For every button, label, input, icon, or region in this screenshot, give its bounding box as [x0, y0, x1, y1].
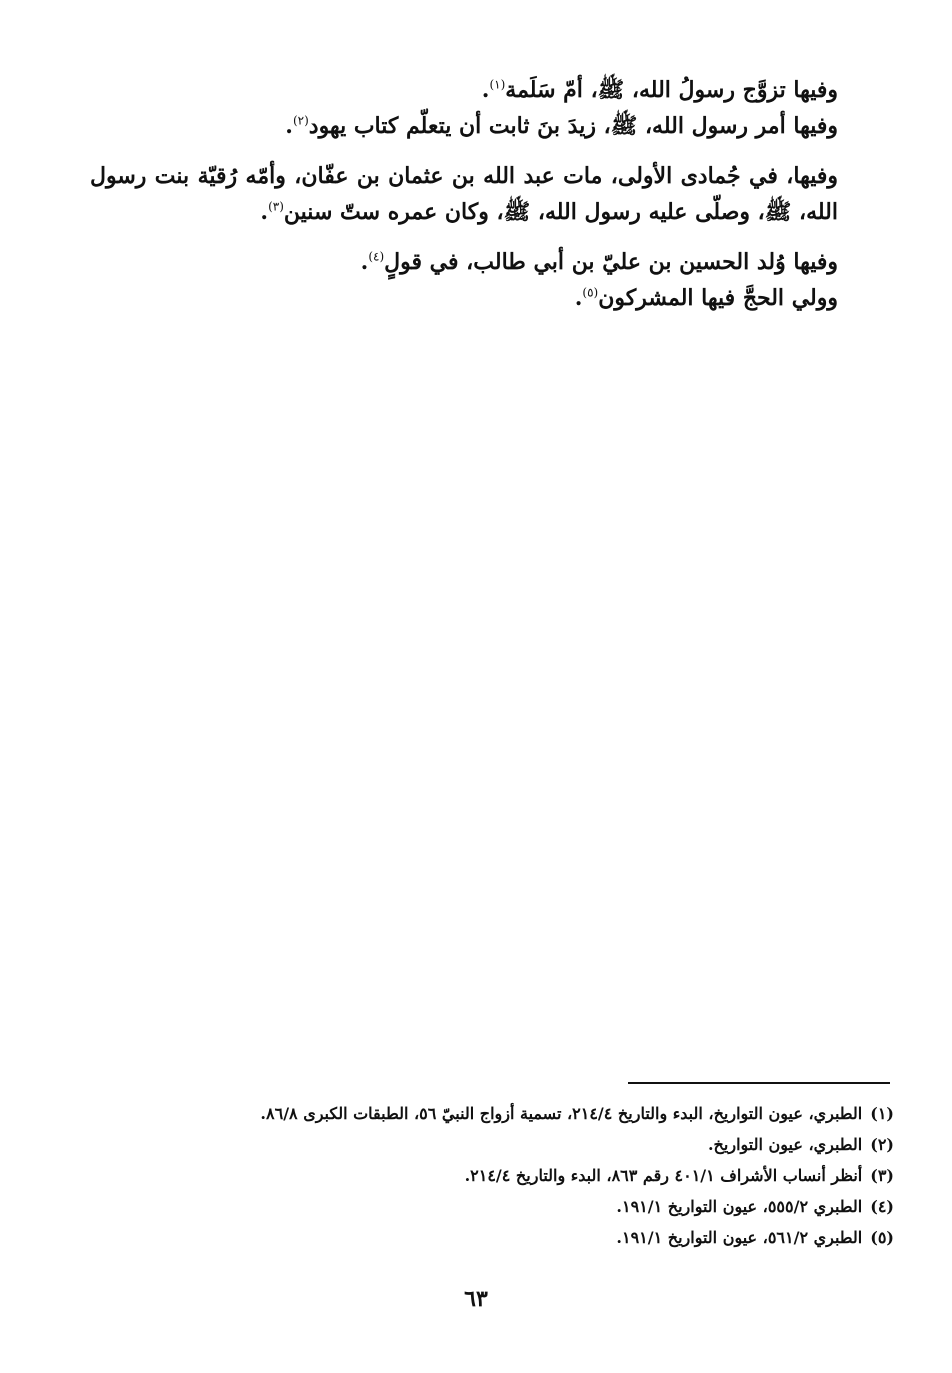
paragraph-marriage [90, 72, 890, 108]
footnote-ref: (٤) [368, 249, 385, 264]
footnote-text: الطبري ٥٥٥/٢، عيون التواريخ ١٩١/١. [616, 1197, 863, 1216]
paragraph-text: وفيها، في جُمادى الأولى، مات عبد الله بن عثمان بن عفّان، وأمّه رُقيّة بنت رسول الله، ﷺ، وصلّى عليه رسول الله، ﷺ، وكان عمره ستّ سنين [90, 163, 838, 225]
footnote-item [120, 1222, 894, 1253]
paragraph-husayn [90, 244, 890, 280]
footnote-text: أنظر أنساب الأشراف ٤٠١/١ رقم ٨٦٣، البدء والتاريخ ٢١٤/٤. [464, 1166, 863, 1185]
paragraph-abdullah [90, 158, 890, 230]
footnote-number: (٤) [870, 1197, 894, 1216]
page-number: ٦٣ [464, 1286, 488, 1312]
footnote-ref: (٣) [268, 199, 284, 214]
paragraph-end: . [574, 285, 583, 311]
footnote-item [120, 1129, 894, 1160]
paragraph-hajj [90, 280, 890, 316]
footnotes [120, 1098, 894, 1253]
footnote-text: الطبري ٥٦١/٢، عيون التواريخ ١٩١/١. [616, 1228, 863, 1247]
paragraph-zayd [90, 108, 890, 144]
footnote-number: (٥) [870, 1228, 894, 1247]
footnote-item [120, 1160, 894, 1191]
paragraph-end: . [260, 199, 269, 225]
paragraph-text: وولي الحجَّ فيها المشركون [598, 285, 838, 311]
footnote-ref: (١) [489, 77, 506, 92]
footnote-number: (٢) [870, 1135, 894, 1154]
footnote-number: (١) [870, 1104, 894, 1123]
footnote-divider [628, 1082, 890, 1084]
paragraph-end: . [360, 249, 369, 275]
main-text [90, 72, 890, 316]
paragraph-end: . [481, 77, 490, 103]
footnote-item [120, 1191, 894, 1222]
paragraph-end: . [285, 113, 293, 139]
paragraph-text: وفيها وُلد الحسين بن عليّ بن أبي طالب، في قولٍ [384, 249, 838, 275]
footnote-item [120, 1098, 894, 1129]
footnote-text: الطبري، عيون التواريخ. [707, 1135, 863, 1154]
paragraph-text: وفيها أمر رسول الله، ﷺ، زيدَ بنَ ثابت أن يتعلّم كتاب يهود [308, 113, 838, 139]
paragraph-text: وفيها تزوَّج رسولُ الله، ﷺ، أمّ سَلَمة [505, 77, 838, 103]
footnote-ref: (٢) [292, 113, 309, 128]
footnote-number: (٣) [870, 1166, 894, 1185]
footnote-text: الطبري، عيون التواريخ، البدء والتاريخ ٢١٤/٤، تسمية أزواج النبيّ ٥٦، الطبقات الكبرى ٨٦/٨. [260, 1104, 863, 1123]
footnote-ref: (٥) [582, 285, 599, 300]
